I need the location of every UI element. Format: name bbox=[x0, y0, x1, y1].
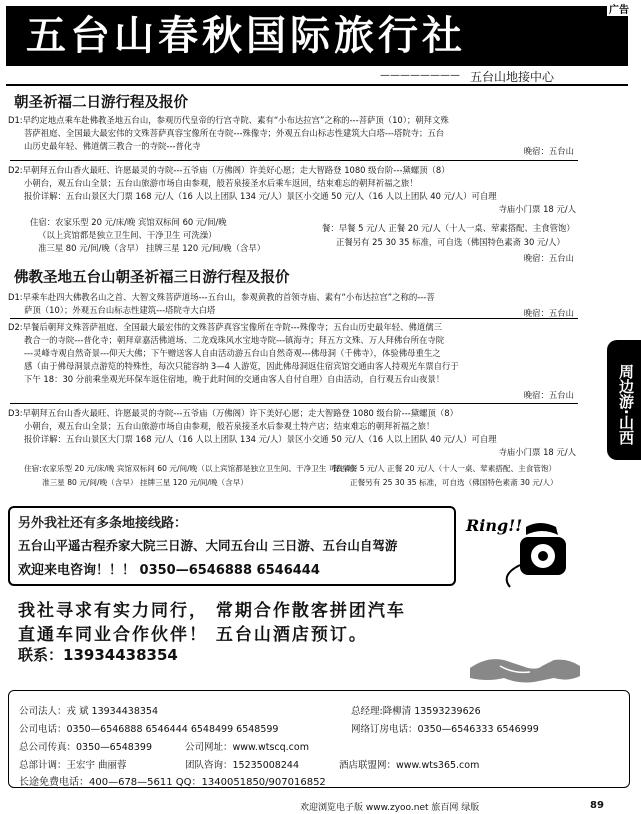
info-fax: 总公司传真：0350—6548399 bbox=[19, 742, 152, 753]
three-day-line: 萨顶（10）；外观五台山标志性建筑---塔院寺大白塔 bbox=[24, 305, 216, 315]
contact-phone: 13934438354 bbox=[63, 646, 178, 664]
two-day-line: D2:早朝拜五台山香火最旺、许愿最灵的寺院---五爷庙（万佛阁）许美好心愿；走大智路登 1080 级台阶---黛螺顶（8） bbox=[8, 165, 450, 175]
routes-heading: 另外我社还有多条地接线路： bbox=[18, 516, 188, 531]
info-general-manager: 总经理:降柳清 13593239626 bbox=[351, 706, 481, 717]
two-day-title: 朝圣祈福二日游行程及报价 bbox=[14, 95, 188, 111]
three-day-overnight: 晚宿：五台山 bbox=[523, 308, 574, 318]
seek-partners-line1: 我社寻求有实力同行， 常期合作散客拼团汽车 bbox=[18, 601, 406, 621]
info-legal-rep: 公司法人：戎 斌 13934438354 bbox=[19, 706, 159, 717]
info-dispatcher: 总部计调：王宏宇 曲丽蓉 bbox=[19, 760, 127, 771]
two-day-line: 菩萨祖庭、全国最大最宏伟的文殊菩萨真容宝像所在寺院---殊像寺；外观五台山标志性建筑大白塔---塔院寺；五台 bbox=[24, 128, 445, 138]
info-hotel-alliance: 酒店联盟网：www.wts365.com bbox=[339, 760, 480, 771]
three-day-line: ---灵峰寺观自然奇景---仰天大佛；下午赠送客人自由活动游五台山自然奇观---佛母洞（千佛寺），体验佛母重生之 bbox=[24, 348, 441, 358]
subtitle: 五台山地接中心 bbox=[470, 70, 555, 84]
three-day-line: 准三星 80 元/间/晚（含早） 挂牌三星 120 元/间/晚（含早） bbox=[42, 478, 248, 487]
two-day-line: 山历史最年轻、佛道儒三教合一的寺院---普化寺 bbox=[24, 141, 201, 151]
routes-list: 五台山平遥古程乔家大院三日游、大同五台山 三日游、五台山自驾游 bbox=[18, 538, 398, 553]
three-day-title: 佛教圣地五台山朝圣祈福三日游行程及报价 bbox=[14, 270, 290, 286]
contact-row bbox=[18, 644, 178, 665]
three-day-line: 感（由于佛母洞景点游览的特殊性，每次只能容纳 3—4 人游览，因此佛母洞返住宿宾馆交通由客人持观光车票自行于 bbox=[24, 361, 459, 371]
three-day-line: 教合一的寺院---普化寺；朝拜章嘉活佛道场、二龙戏珠风水宝地寺院---镇海寺；拜五方文殊、万人拜佛台所在寺院 bbox=[24, 335, 445, 345]
divider bbox=[10, 318, 578, 319]
two-day-line: 正餐另有 25 30 35 标准，可自选（佛国特色素斋 30 元/人） bbox=[336, 237, 565, 247]
three-day-line: 正餐另有 25 30 35 标准，可自选（佛国特色素斋 30 元/人） bbox=[350, 478, 558, 487]
two-day-line: （以上宾馆都是独立卫生间、干净卫生 可洗澡） bbox=[38, 230, 217, 240]
three-day-line: 下午 18：30 分前乘坐观光环保车返住宿地，晚于此时间的交通由客人自付自理）自由活动，自行观五台山夜景！ bbox=[24, 374, 445, 384]
two-day-line: 报价详解：五台山景区大门票 168 元/人（16 人以上团队 134 元/人）景区小交通 50 元/人（16 人以上团队 40 元/人）可自理 bbox=[24, 191, 497, 201]
subtitle-dashes: ———————— bbox=[380, 70, 460, 81]
other-routes-box bbox=[8, 506, 456, 586]
three-day-line: 餐:早餐 5 元/人 正餐 20 元/人（十人一桌、荤素搭配、主食管饱） bbox=[332, 464, 557, 473]
handshake-icon bbox=[470, 648, 580, 688]
three-day-line: 寺庙小门票 18 元/人 bbox=[498, 447, 576, 457]
divider bbox=[10, 403, 578, 404]
info-phone: 公司电话：0350—6546888 6546444 6548499 6548599 bbox=[19, 724, 279, 735]
company-banner bbox=[6, 6, 628, 66]
contact-label: 联系： bbox=[18, 646, 64, 664]
three-day-line: 住宿:农家乐型 20 元/床/晚 宾馆双标间 60 元/间/晚（以上宾馆都是独立卫生间、干净卫生 可洗澡） bbox=[24, 464, 360, 473]
three-day-overnight: 晚宿：五台山 bbox=[523, 390, 574, 400]
three-day-line: D2:早餐后朝拜文殊菩萨祖庭、全国最大最宏伟的文殊菩萨真容宝像所在寺院---殊像寺；五台山历史最年轻、佛道儒三 bbox=[8, 322, 443, 332]
divider bbox=[10, 160, 578, 161]
two-day-overnight: 晚宿：五台山 bbox=[523, 146, 574, 156]
two-day-line: 小朝台，观五台山全景；五台山旅游市场自由参观，般若泉接圣水后乘车返回，结束难忘的朝拜祈福之旅！ bbox=[24, 178, 418, 188]
two-day-line: 寺庙小门票 18 元/人 bbox=[498, 204, 576, 214]
telephone-icon bbox=[460, 505, 580, 590]
two-day-line: 准三星 80 元/间/晚（含早） 挂牌三星 120 元/间/晚（含早） bbox=[38, 243, 266, 253]
three-day-line: D1:早乘车赴四大佛教名山之首、大智文殊菩萨道场---五台山，参观黄教的首领寺庙、素有“小布达拉宫”之称的---菩 bbox=[8, 292, 435, 302]
company-info-box bbox=[8, 690, 630, 788]
info-website: 公司网址：www.wtscq.com bbox=[185, 742, 309, 753]
page-number: 89 bbox=[590, 800, 604, 811]
three-day-line: D3:早朝拜五台山香火最旺、许愿最灵的寺院---五爷庙（万佛阁）许下美好心愿；走大智路登 1080 级台阶---黛螺顶（8） bbox=[8, 408, 458, 418]
two-day-overnight: 晚宿：五台山 bbox=[523, 253, 574, 263]
two-day-line: 餐：早餐 5 元/人 正餐 20 元/人（十人一桌、荤素搭配、主食管饱） bbox=[322, 223, 575, 233]
divider bbox=[6, 84, 628, 86]
footer: 欢迎浏览电子版 www.zyoo.net 旅百网 绿版 bbox=[300, 803, 480, 813]
company-name: 五台山春秋国际旅行社 bbox=[26, 12, 466, 59]
ring-text: Ring!! bbox=[466, 516, 523, 535]
info-hotel-booking: 网络订房电话：0350—6546333 6546999 bbox=[351, 724, 539, 735]
info-toll-free: 长途免费电话：400—678—5611 QQ：1340051850/907016852 bbox=[19, 777, 326, 788]
side-tab-label: 周边游·山西 bbox=[607, 340, 641, 460]
three-day-line: 报价详解：五台山景区大门票 168 元/人（16 人以上团队 134 元/人）景区小交通 50 元/人（16 人以上团队 40 元/人）可自理 bbox=[24, 434, 497, 444]
routes-phone: 欢迎来电咨询！！！ 0350—6546888 6546444 bbox=[18, 563, 320, 578]
two-day-line: 住宿：农家乐型 20 元/床/晚 宾馆双标间 60 元/间/晚 bbox=[30, 217, 227, 227]
two-day-line: D1:早约定地点乘车赴佛教圣地五台山，参观历代皇帝的行宫寺院、素有“小布达拉宫”之称的---菩萨顶（10）；朝拜文殊 bbox=[8, 115, 449, 125]
ad-tag: 广告 bbox=[607, 1, 631, 16]
three-day-line: 小朝台，观五台山全景；五台山旅游市场自由参观，般若泉接圣水后参观土特产店；结束难忘的朝拜祈福之旅！ bbox=[24, 421, 435, 431]
seek-partners-line2: 直通车同业合作伙伴！ 五台山酒店预订。 bbox=[18, 625, 368, 645]
info-group-consult: 团队咨询：15235008244 bbox=[185, 760, 299, 771]
